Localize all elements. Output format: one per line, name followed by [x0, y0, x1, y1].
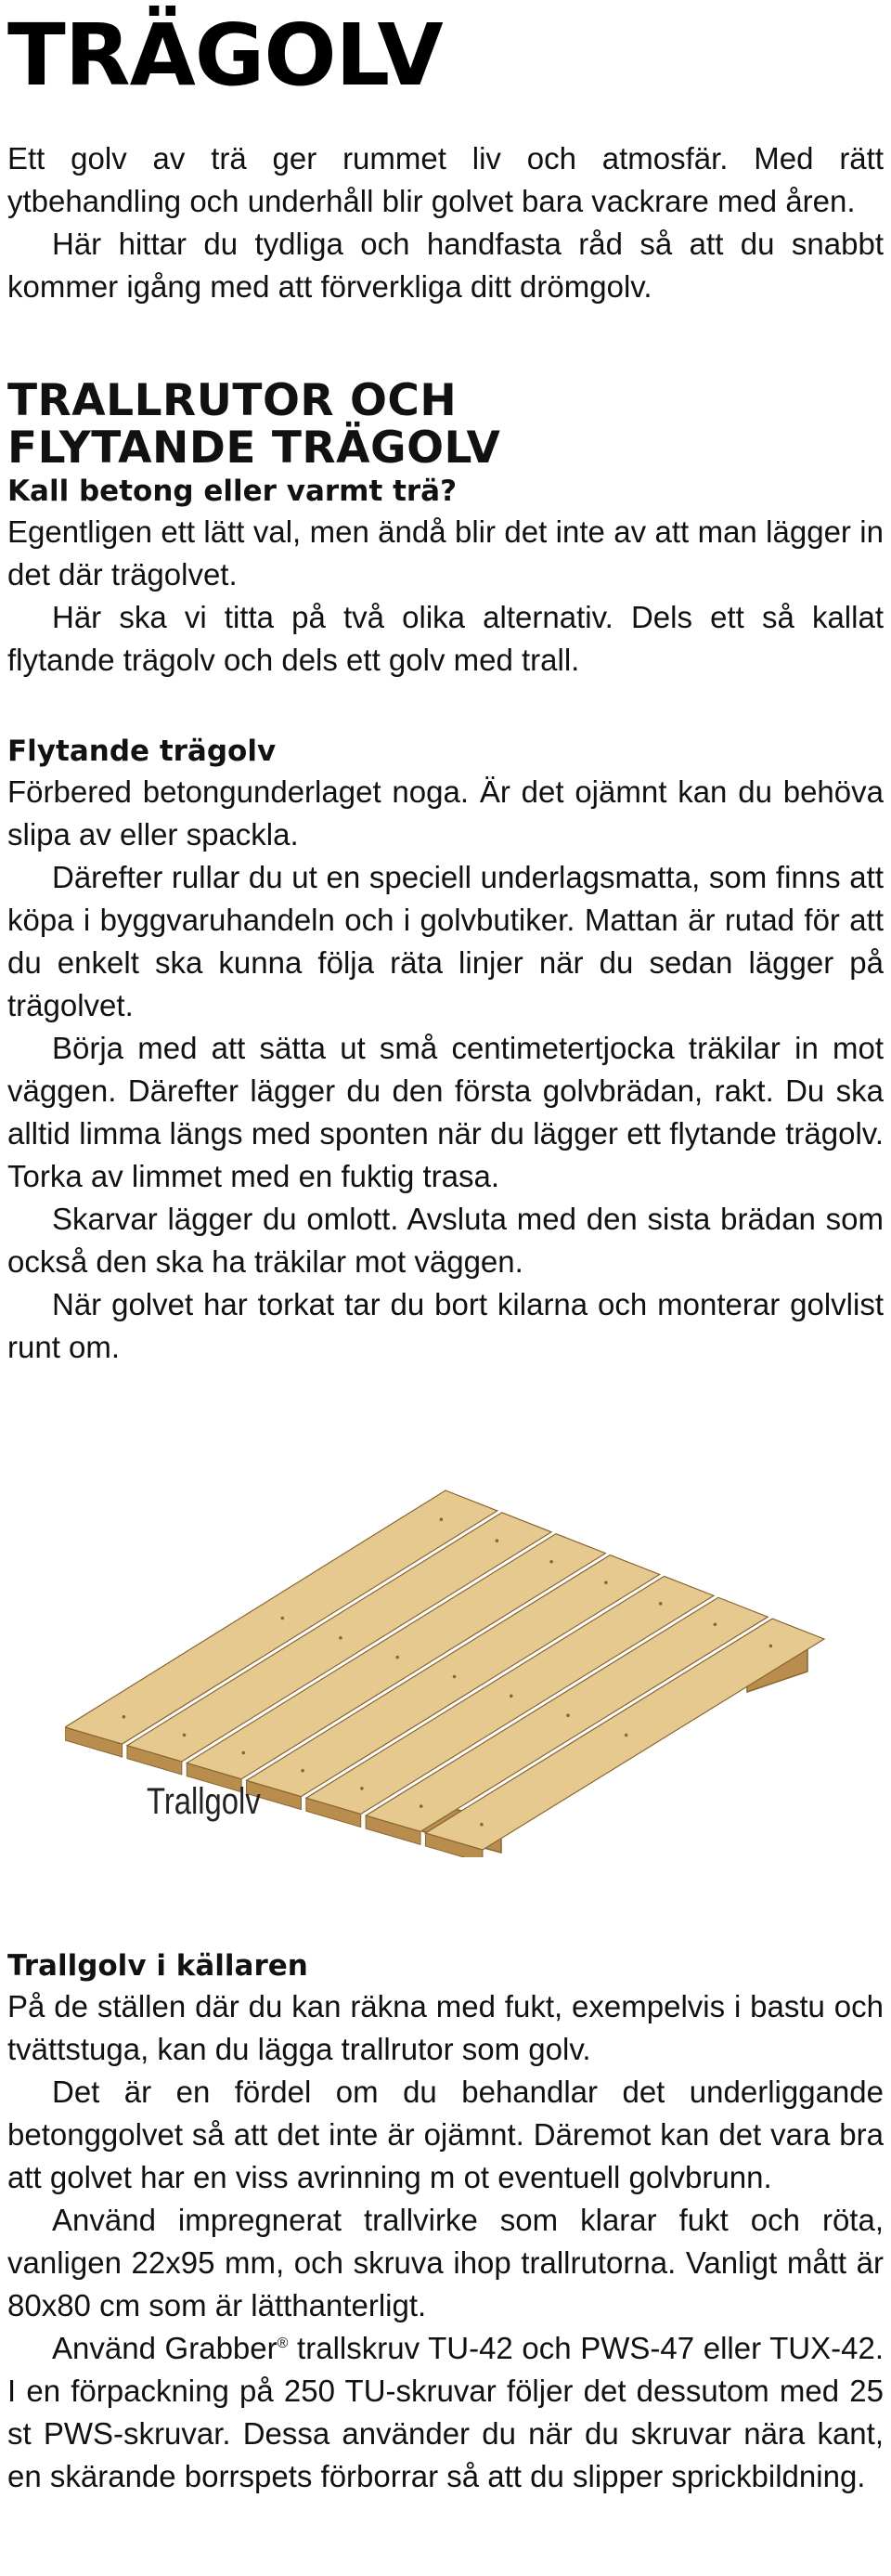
deck-screw	[453, 1675, 457, 1679]
section-trallgolv-kallaren	[7, 1946, 884, 2498]
page-title: TRÄGOLV	[7, 6, 443, 105]
section1-paragraph-2: Här ska vi titta på två olika alternativ. Dels ett så kallat flytande trägolv och dels ett golv med trall.	[7, 600, 884, 677]
deck-screw	[510, 1695, 513, 1698]
registered-mark: ®	[277, 2335, 289, 2351]
section-heading-trallgolv: Trallgolv i källaren	[7, 1949, 308, 1983]
section-flytande	[7, 732, 884, 1369]
deck-screw	[395, 1656, 399, 1659]
section-trallrutor	[7, 377, 884, 682]
intro-section	[7, 137, 884, 308]
deck-screw	[566, 1713, 570, 1717]
paragraph-4-rest: trallskruv TU-42 och PWS-47 eller TUX-42. I en förpackning på 250 TU-skruvar följer det dessutom med 25 st PWS-skruvar. Dessa använder du när du skruvar nära kant, en skärande borrspets förborrar så att du slipper sprickbildning.	[7, 2331, 885, 2493]
deck-screw	[183, 1734, 187, 1737]
section-heading-line-2: FLYTANDE TRÄGOLV	[7, 423, 501, 474]
paragraph-4-start: Använd Grabber	[52, 2331, 278, 2365]
section3-paragraph-4	[7, 2327, 884, 2498]
section2-paragraph-5: När golvet har torkat tar du bort kilarna och monterar golvlist runt om.	[7, 1287, 884, 1364]
figure-caption: Trallgolv	[147, 1781, 261, 1822]
section2-paragraph-1: Förbered betongunderlaget noga. Är det ojämnt kan du behöva slipa av eller spackla.	[7, 774, 884, 852]
section-subheading: Kall betong eller varmt trä?	[7, 475, 458, 508]
section3-paragraph-3: Använd impregnerat trallvirke som klarar fukt och röta, vanligen 22x95 mm, och skruva ihop trallrutorna. Vanligt mått är 80x80 cm som är lätthanterligt.	[7, 2203, 884, 2322]
deck-screw	[496, 1539, 499, 1542]
section2-paragraph-4: Skarvar lägger du omlott. Avsluta med den sista brädan som också den ska ha träkilar mot väggen.	[7, 1202, 884, 1279]
deck-screw	[659, 1602, 663, 1606]
deck-screw	[360, 1787, 364, 1790]
deck-screw	[420, 1804, 423, 1808]
section2-paragraph-2: Därefter rullar du ut en speciell underlagsmatta, som finns att köpa i byggvaruhandeln och i golvbutiker. Mattan är rutad för att du enkelt ska kunna följa räta linjer när du sedan lägger på trägolvet.	[7, 860, 884, 1022]
deck-screw	[625, 1734, 628, 1737]
section1-paragraph-1: Egentligen ett lätt val, men ändå blir det inte av att man lägger in det där trägolvet.	[7, 514, 884, 592]
section3-paragraph-1: På de ställen där du kan räkna med fukt, exempelvis i bastu och tvättstuga, kan du lägga trallrutor som golv.	[7, 1989, 884, 2066]
deck-screw	[440, 1517, 444, 1521]
deck-screw	[339, 1636, 342, 1640]
intro-paragraph-2: Här hittar du tydliga och handfasta råd så att du snabbt kommer igång med att förverkliga ditt drömgolv.	[7, 227, 884, 304]
section3-paragraph-2: Det är en fördel om du behandlar det underliggande betonggolvet så att det inte är ojämnt. Däremot kan det vara bra att golvet har en viss avrinning m ot eventuell golvbrunn.	[7, 2075, 884, 2194]
deck-screw	[714, 1623, 717, 1627]
section2-paragraph-3: Börja med att sätta ut små centimetertjocka träkilar in mot väggen. Därefter lägger du den första golvbrädan, rakt. Du ska alltid limma längs med sponten när du lägger ett flytande trägolv. Torka av limmet med en fuktig trasa.	[7, 1031, 884, 1193]
deck-screw	[123, 1715, 126, 1719]
deck-screw	[549, 1560, 553, 1564]
deck-screw	[281, 1617, 285, 1620]
deck-screw	[301, 1769, 304, 1773]
deck-screw	[242, 1751, 246, 1755]
deck-screw	[480, 1823, 484, 1827]
deck-screw	[604, 1581, 608, 1584]
deck-screw	[769, 1645, 773, 1648]
intro-paragraph-1: Ett golv av trä ger rummet liv och atmosfär. Med rätt ytbehandling och underhåll blir golvet bara vackrare med åren.	[7, 141, 884, 218]
section-heading-flytande: Flytande trägolv	[7, 735, 277, 768]
section-heading-line-1: TRALLRUTOR OCH	[7, 375, 458, 426]
